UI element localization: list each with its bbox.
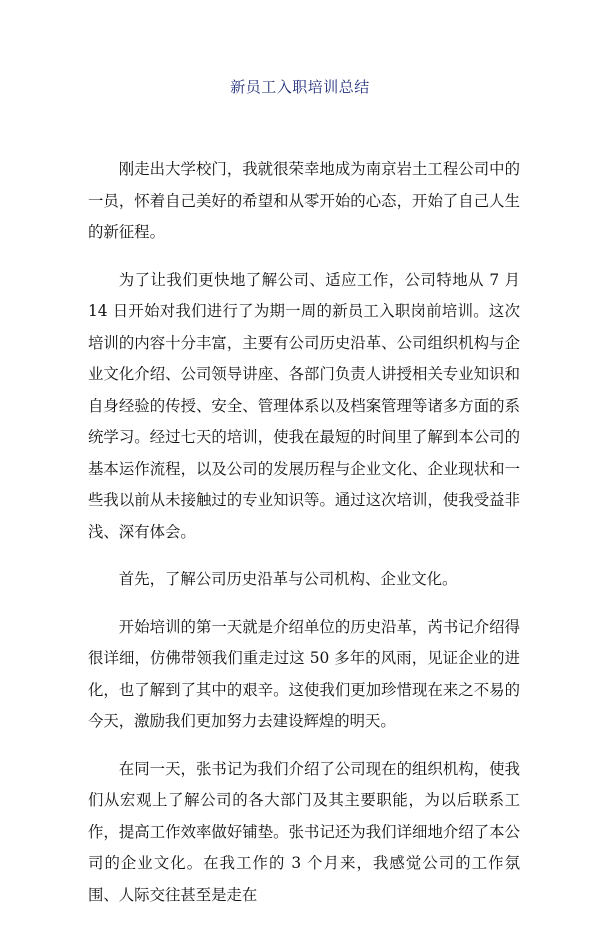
- paragraph-first-point: 首先，了解公司历史沿革与公司机构、企业文化。: [118, 570, 458, 588]
- paragraph-organization: 在同一天，张书记为我们介绍了公司现在的组织机构，使我们从宏观上了解公司的各大部门及其主要职能，为以后联系工作，提高工作效率做好铺垫。张书记还为我们详细地介绍了本公司的企业文化。在我工作的 3 个月来，我感觉公司的工作氛围、人际交往甚至是走在: [88, 759, 520, 904]
- paragraph-training-overview: 为了让我们更快地了解公司、适应工作，公司特地从 7 月 14 日开始对我们进行了为期一周的新员工入职岗前培训。这次培训的内容十分丰富，主要有公司历史沿革、公司组织机构与企业文化介绍、公司领导讲座、各部门负责人讲授相关专业知识和自身经验的传授、安全、管理体系以及档案管理等诸多方面的系统学习。经过七天的培训，使我在最短的时间里了解到本公司的基本运作流程，以及公司的发展历程与企业文化、企业现状和一些我以前从未接触过的专业知识等。通过这次培训，使我受益非浅、深有体会。: [88, 270, 520, 541]
- paragraph-intro: 刚走出大学校门，我就很荣幸地成为南京岩土工程公司中的一员，怀着自己美好的希望和从零开始的心态，开始了自己人生的新征程。: [88, 160, 520, 241]
- document-body: [88, 154, 520, 927]
- document-title: 新员工入职培训总结: [230, 78, 370, 96]
- paragraph-history: 开始培训的第一天就是介绍单位的历史沿革，芮书记介绍得很详细，仿佛带领我们重走过这 50 多年的风雨，见证企业的进化，也了解到了其中的艰辛。这使我们更加珍惜现在来之不易的今天，激励我们更加努力去建设辉煌的明天。: [88, 617, 520, 730]
